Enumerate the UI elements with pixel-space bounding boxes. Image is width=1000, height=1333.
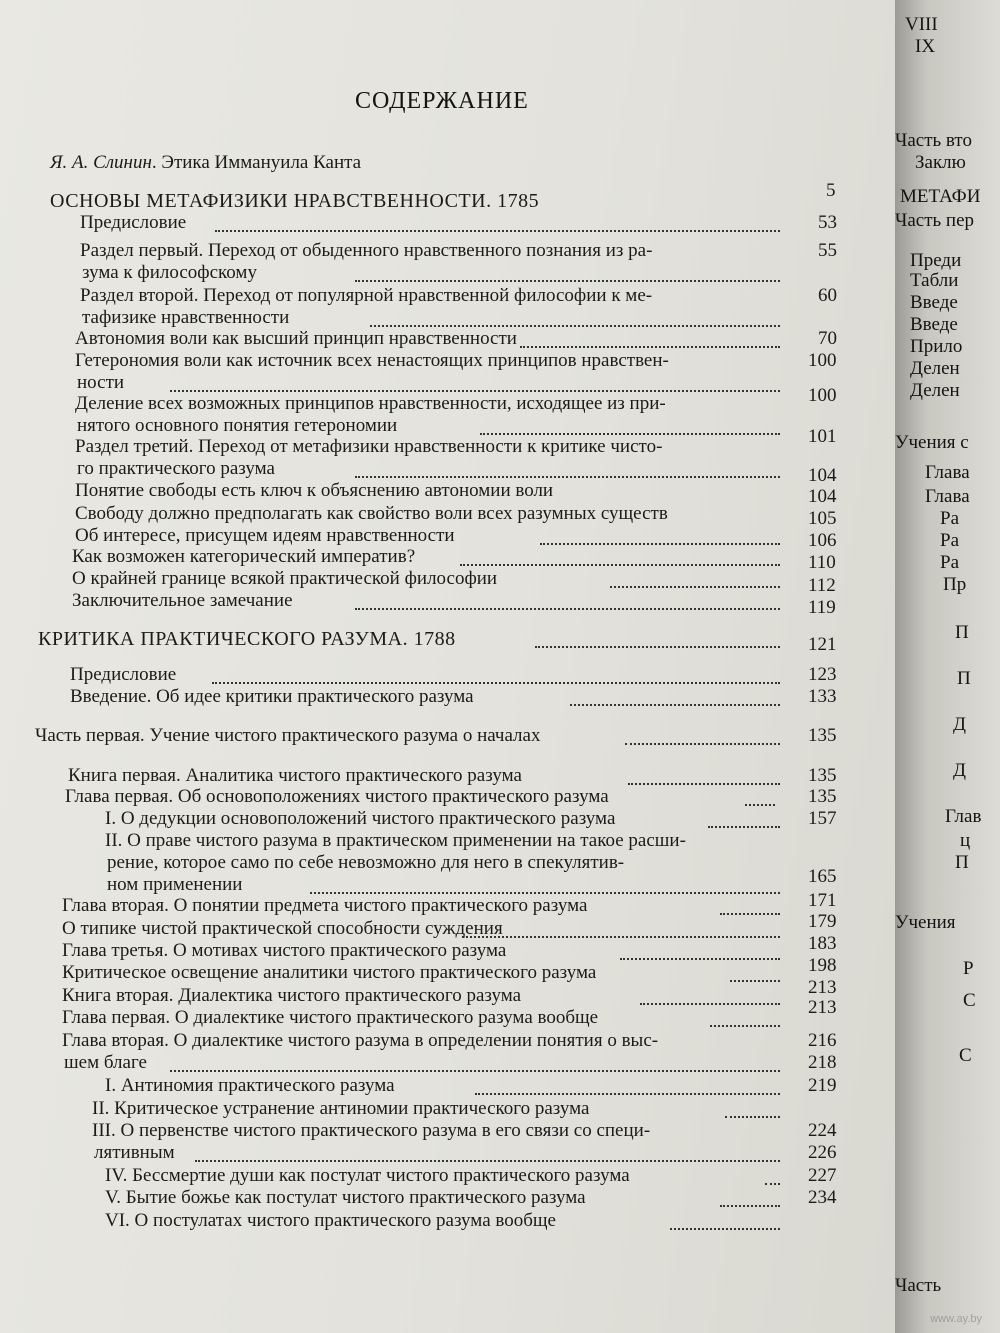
- toc-entry-line: [75, 328, 517, 350]
- toc-leader-dots: [540, 541, 780, 545]
- toc-entry-text: Гетерономия воли как источник всех ненастоящих принципов нравствен-: [75, 350, 669, 371]
- toc-leader-dots: [170, 388, 780, 392]
- toc-entry-line: [105, 1187, 586, 1209]
- toc-entry-line: [75, 525, 455, 547]
- toc-leader-dots: [170, 1068, 780, 1072]
- toc-entry-line: [65, 786, 609, 808]
- toc-leader-dots: [570, 702, 780, 706]
- watermark: www.ay.by: [930, 1313, 982, 1325]
- toc-entry-text: IV. Бессмертие души как постулат чистого практического разума: [105, 1165, 630, 1186]
- toc-entry-line: [94, 1142, 175, 1164]
- toc-page-number: 53: [818, 212, 837, 233]
- adjacent-page: [895, 0, 1000, 1333]
- book-gutter: [895, 0, 1000, 1333]
- toc-page-number: 110: [808, 552, 836, 573]
- toc-page-number: 106: [808, 530, 837, 551]
- toc-leader-dots: [195, 1158, 780, 1162]
- toc-page-number: 104: [808, 486, 837, 507]
- toc-entry-line: [75, 393, 666, 415]
- toc-page-number: 112: [808, 575, 836, 596]
- toc-entry-text: О типике чистой практической способности суждения: [62, 918, 503, 939]
- adjacent-page-fragment: Делен: [910, 380, 960, 401]
- toc-page-number: 198: [808, 955, 837, 976]
- toc-entry-line: [72, 546, 415, 568]
- toc-leader-dots: [620, 956, 780, 960]
- toc-entry-line: [105, 1165, 630, 1187]
- adjacent-page-fragment: П: [957, 668, 971, 689]
- toc-page-number: 133: [808, 686, 837, 707]
- toc-entry-line: [62, 895, 587, 917]
- toc-leader-dots: [535, 644, 780, 648]
- toc-entry-line: [82, 262, 257, 284]
- adjacent-page-fragment: С: [963, 990, 976, 1011]
- toc-entry-text: Книга вторая. Диалектика чистого практического разума: [62, 985, 522, 1006]
- adjacent-page-fragment: Д: [953, 714, 966, 735]
- toc-entry-text: ном применении: [107, 874, 243, 895]
- toc-leader-dots: [310, 890, 780, 894]
- toc-entry-line: [70, 686, 474, 708]
- toc-entry-line: [72, 568, 497, 590]
- toc-entry-line: [62, 985, 521, 1007]
- adjacent-page-fragment: Делен: [910, 358, 960, 379]
- toc-leader-dots: [215, 228, 780, 232]
- adjacent-page-fragment: Ра: [940, 508, 959, 529]
- adjacent-page-fragment: П: [955, 852, 969, 873]
- toc-entry-line: [77, 458, 275, 480]
- toc-entry-line: [75, 480, 553, 502]
- toc-entry-text: Глава третья. О мотивах чистого практического разума: [62, 940, 507, 961]
- page-title: СОДЕРЖАНИЕ: [355, 88, 529, 114]
- toc-entry-line: [80, 212, 186, 234]
- toc-entry-text: Раздел третий. Переход от метафизики нравственности к критике чисто-: [75, 436, 663, 457]
- toc-entry-text: Книга первая. Аналитика чистого практического разума: [68, 765, 522, 786]
- adjacent-page-fragment: Глава: [925, 486, 970, 507]
- adjacent-page-fragment: Преди: [910, 250, 962, 271]
- toc-entry-text: V. Бытие божье как постулат чистого практического разума: [105, 1187, 586, 1208]
- toc-page-number: 224: [808, 1120, 837, 1141]
- toc-page-number: 171: [808, 890, 837, 911]
- adjacent-page-fragment: С: [959, 1045, 972, 1066]
- toc-entry-line: [50, 152, 361, 174]
- toc-entry-text: Автономия воли как высший принцип нравственности: [75, 328, 517, 349]
- toc-entry-line: [62, 1030, 658, 1052]
- toc-entry-text: I. Антиномия практического разума: [105, 1075, 395, 1096]
- toc-entry-text: Об интересе, присущем идеям нравственности: [75, 525, 455, 546]
- toc-entry-text: Введение. Об идее критики практического разума: [70, 686, 474, 707]
- toc-entry-text: ОСНОВЫ МЕТАФИЗИКИ НРАВСТВЕННОСТИ. 1785: [50, 190, 540, 212]
- toc-page-number: 123: [808, 664, 837, 685]
- adjacent-page-fragment: П: [955, 622, 969, 643]
- toc-entry-line: [62, 1007, 598, 1029]
- toc-entry-line: [77, 372, 124, 394]
- toc-entry-line: [62, 962, 596, 984]
- toc-page-number: 179: [808, 911, 837, 932]
- toc-page-number: 213: [808, 977, 837, 998]
- toc-entry-text: Предисловие: [70, 664, 177, 685]
- toc-entry-line: [64, 1052, 147, 1074]
- toc-entry-text: шем благе: [64, 1052, 147, 1073]
- toc-leader-dots: [765, 1181, 780, 1185]
- toc-entry-text: Понятие свободы есть ключ к объяснению автономии воли: [75, 480, 554, 501]
- toc-entry-line: [62, 940, 506, 962]
- adjacent-page-fragment: Р: [963, 958, 974, 979]
- toc-entry-line: [38, 628, 456, 650]
- toc-entry-line: [35, 725, 540, 747]
- toc-leader-dots: [710, 1023, 780, 1027]
- toc-page-number: 183: [808, 933, 837, 954]
- toc-entry-line: [105, 808, 615, 830]
- toc-page-number: 165: [808, 866, 837, 887]
- adjacent-page-fragment: Ра: [940, 552, 959, 573]
- toc-page-number: 100: [808, 385, 837, 406]
- toc-entry-text: КРИТИКА ПРАКТИЧЕСКОГО РАЗУМА. 1788: [38, 628, 456, 650]
- adjacent-page-fragment: Введе: [910, 292, 958, 313]
- toc-entry-text: Критическое освещение аналитики чистого практического разума: [62, 962, 597, 983]
- toc-entry-line: [107, 852, 624, 874]
- toc-leader-dots: [520, 344, 780, 348]
- toc-entry-line: [75, 503, 668, 525]
- toc-entry-line: [105, 830, 686, 852]
- toc-page-number: 101: [808, 426, 837, 447]
- toc-page-number: 234: [808, 1187, 837, 1208]
- adjacent-page-fragment: Пр: [943, 574, 967, 595]
- toc-entry-line: [80, 240, 652, 262]
- adjacent-page-fragment: Часть вто: [895, 130, 972, 151]
- toc-leader-dots: [720, 911, 780, 915]
- toc-page-number: 226: [808, 1142, 837, 1163]
- toc-leader-dots: [475, 1091, 780, 1095]
- toc-entry-text: Как возможен категорический императив?: [72, 546, 416, 567]
- toc-leader-dots: [720, 1203, 780, 1207]
- adjacent-page-fragment: Введе: [910, 314, 958, 335]
- toc-entry-line: [77, 415, 397, 437]
- toc-leader-dots: [625, 741, 780, 745]
- adjacent-page-fragment: Заклю: [915, 152, 966, 173]
- toc-entry-text: II. О праве чистого разума в практическом применении на такое расши-: [105, 830, 686, 851]
- toc-entry-line: [105, 1210, 556, 1232]
- toc-leader-dots: [628, 781, 780, 785]
- toc-leader-dots: [610, 584, 780, 588]
- toc-page-number: 105: [808, 508, 837, 529]
- adjacent-page-fragment: Ра: [940, 530, 959, 551]
- toc-entry-line: [50, 190, 539, 212]
- toc-page-number: 227: [808, 1165, 837, 1186]
- toc-page-number: 135: [808, 725, 837, 746]
- adjacent-page-fragment: ц: [960, 830, 971, 851]
- toc-entry-text: VI. О постулатах чистого практического разума вообще: [105, 1210, 556, 1231]
- toc-leader-dots: [708, 824, 780, 828]
- toc-page-number: 218: [808, 1052, 837, 1073]
- toc-page-number: 157: [808, 808, 837, 829]
- toc-entry-line: [70, 664, 176, 686]
- adjacent-page-fragment: Глава: [925, 462, 970, 483]
- toc-page-number: 135: [808, 765, 837, 786]
- toc-page-number: 219: [808, 1075, 837, 1096]
- toc-entry-line: [72, 590, 293, 612]
- toc-entry-text: I. О дедукции основоположений чистого практического разума: [105, 808, 616, 829]
- toc-leader-dots: [725, 1114, 780, 1118]
- toc-leader-dots: [745, 802, 775, 806]
- adjacent-page-fragment: Учения с: [895, 432, 969, 453]
- toc-entry-text: зума к философскому: [82, 262, 257, 283]
- adjacent-page-fragment: Часть пер: [895, 210, 975, 231]
- toc-page-number: 5: [826, 180, 836, 201]
- toc-entry-text: го практического разума: [77, 458, 275, 479]
- toc-entry-text: ности: [77, 372, 125, 393]
- adjacent-page-fragment: Табли: [910, 270, 959, 291]
- toc-entry-text: Раздел второй. Переход от популярной нравственной философии к ме-: [80, 285, 653, 306]
- toc-page-number: 100: [808, 350, 837, 371]
- toc-entry-text: лятивным: [94, 1142, 175, 1163]
- toc-entry-line: [75, 350, 669, 372]
- toc-leader-dots: [355, 474, 780, 478]
- adjacent-page-fragment: IX: [915, 36, 936, 57]
- toc-leader-dots: [212, 680, 780, 684]
- toc-page-number: 213: [808, 997, 837, 1018]
- toc-page-number: 216: [808, 1030, 837, 1051]
- toc-entry-text: Свободу должно предполагать как свойство воли всех разумных существ: [75, 503, 668, 524]
- toc-page-number: 119: [808, 597, 836, 618]
- toc-entry-line: [62, 918, 503, 940]
- toc-leader-dots: [640, 1001, 780, 1005]
- toc-entry-text: Глава первая. О диалектике чистого практического разума вообще: [62, 1007, 599, 1028]
- toc-entry-line: [82, 307, 289, 329]
- adjacent-page-fragment: Д: [953, 760, 966, 781]
- toc-entry-text: Глава вторая. О понятии предмета чистого практического разума: [62, 895, 588, 916]
- toc-page-number: 60: [818, 285, 837, 306]
- toc-entry-text: . Этика Иммануила Канта: [151, 152, 362, 173]
- toc-entry-text: Часть первая. Учение чистого практического разума о началах: [35, 725, 541, 746]
- toc-entry-line: [68, 765, 522, 787]
- toc-entry-line: [107, 874, 242, 896]
- toc-entry-line: [92, 1098, 589, 1120]
- toc-leader-dots: [370, 323, 780, 327]
- toc-page-number: 104: [808, 465, 837, 486]
- toc-entry-text: Глава вторая. О диалектике чистого разума в определении понятия о выс-: [62, 1030, 659, 1051]
- toc-author: Я. А. Слинин: [50, 152, 152, 173]
- adjacent-page-fragment: МЕТАФИ: [900, 186, 981, 207]
- toc-entry-line: [92, 1120, 650, 1142]
- adjacent-page-fragment: Учения: [895, 912, 956, 933]
- toc-leader-dots: [460, 562, 780, 566]
- toc-leader-dots: [670, 1226, 780, 1230]
- toc-entry-text: Раздел первый. Переход от обыденного нравственного познания из ра-: [80, 240, 653, 261]
- toc-entry-text: Деление всех возможных принципов нравственности, исходящее из при-: [75, 393, 666, 414]
- toc-entry-text: Предисловие: [80, 212, 187, 233]
- toc-page-number: 70: [818, 328, 837, 349]
- toc-entry-text: О крайней границе всякой практической философии: [72, 568, 498, 589]
- toc-leader-dots: [730, 978, 780, 982]
- toc-entry-text: Глава первая. Об основоположениях чистого практического разума: [65, 786, 609, 807]
- adjacent-page-fragment: Прило: [910, 336, 963, 357]
- toc-entry-line: [80, 285, 652, 307]
- toc-leader-dots: [462, 934, 780, 938]
- toc-entry-line: [75, 436, 662, 458]
- toc-page-number: 121: [808, 634, 837, 655]
- toc-entry-text: II. Критическое устранение антиномии практического разума: [92, 1098, 590, 1119]
- toc-entry-text: нятого основного понятия гетерономии: [77, 415, 398, 436]
- adjacent-page-fragment: Часть: [895, 1275, 942, 1296]
- toc-entry-text: Заключительное замечание: [72, 590, 293, 611]
- toc-leader-dots: [480, 431, 780, 435]
- toc-entry-text: III. О первенстве чистого практического разума в его связи со специ-: [92, 1120, 651, 1141]
- toc-page-number: 135: [808, 786, 837, 807]
- adjacent-page-fragment: Глав: [945, 806, 982, 827]
- adjacent-page-fragment: VIII: [905, 14, 938, 35]
- toc-leader-dots: [355, 278, 780, 282]
- toc-entry-text: рение, которое само по себе невозможно для него в спекулятив-: [107, 852, 625, 873]
- toc-page-number: 55: [818, 240, 837, 261]
- toc-entry-text: тафизике нравственности: [82, 307, 290, 328]
- toc-entry-line: [105, 1075, 395, 1097]
- toc-leader-dots: [355, 606, 780, 610]
